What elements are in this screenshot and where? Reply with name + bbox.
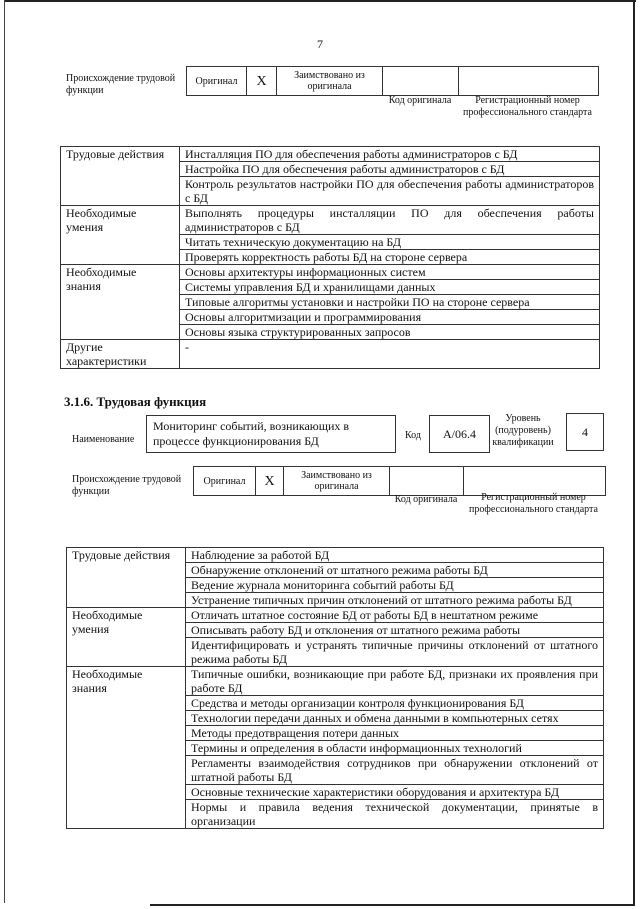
origin-label: Происхождение трудовой функции bbox=[66, 73, 176, 96]
description-cell: Технологии передачи данных и обмена данными в компьютерных сетях bbox=[186, 711, 604, 726]
description-cell: Основные технические характеристики оборудования и архитектура БД bbox=[186, 785, 604, 800]
table-row bbox=[67, 548, 604, 563]
description-cell: Типичные ошибки, возникающие при работе БД, признаки их проявления при работе БД bbox=[186, 667, 604, 696]
labor-function-table-2 bbox=[66, 547, 604, 829]
category-cell: Необходимые умения bbox=[67, 608, 186, 667]
description-cell: Идентифицировать и устранять типичные причины отклонений от штатного режима работы БД bbox=[186, 638, 604, 667]
description-cell: Настройка ПО для обеспечения работы администраторов с БД bbox=[180, 162, 600, 177]
description-cell: - bbox=[180, 340, 600, 369]
reg-caption: Регистрационный номер профессионального стандарта bbox=[463, 95, 592, 118]
description-cell: Методы предотвращения потери данных bbox=[186, 726, 604, 741]
name-label: Наименование bbox=[72, 434, 135, 445]
description-cell: Основы алгоритмизации и программирования bbox=[180, 310, 600, 325]
level-box: 4 bbox=[566, 413, 604, 451]
table-row bbox=[61, 147, 600, 162]
description-cell: Обнаружение отклонений от штатного режима работы БД bbox=[186, 563, 604, 578]
original-mark: X bbox=[247, 67, 277, 95]
scan-border-bottom bbox=[150, 904, 635, 906]
origin-label: Происхождение трудовой функции bbox=[72, 474, 182, 497]
description-cell: Отличать штатное состояние БД от работы БД в нештатном режиме bbox=[186, 608, 604, 623]
original-cell: Оригинал bbox=[194, 467, 256, 495]
description-cell: Нормы и правила ведения технической документации, принятые в организации bbox=[186, 800, 604, 829]
description-cell: Основы архитектуры информационных систем bbox=[180, 265, 600, 280]
original-code-cell bbox=[383, 67, 459, 95]
table-row bbox=[61, 265, 600, 280]
description-cell: Термины и определения в области информационных технологий bbox=[186, 741, 604, 756]
description-cell: Ведение журнала мониторинга событий работы БД bbox=[186, 578, 604, 593]
origin-box bbox=[186, 66, 599, 96]
table-row bbox=[67, 608, 604, 623]
description-cell: Выполнять процедуры инсталляции ПО для обеспечения работы администраторов с БД bbox=[180, 206, 600, 235]
borrowed-cell: Заимствовано из оригинала bbox=[277, 67, 383, 95]
page-number: 7 bbox=[317, 37, 323, 51]
function-code-box: A/06.4 bbox=[429, 415, 490, 453]
category-cell: Необходимые знания bbox=[67, 667, 186, 829]
original-mark: X bbox=[256, 467, 284, 495]
code-label: Код bbox=[405, 430, 421, 441]
code-caption: Код оригинала bbox=[388, 95, 452, 106]
category-cell: Трудовые действия bbox=[61, 147, 180, 206]
section-title: 3.1.6. Трудовая функция bbox=[64, 394, 207, 409]
description-cell: Читать техническую документацию на БД bbox=[180, 235, 600, 250]
description-cell: Контроль результатов настройки ПО для обеспечения работы администраторов с БД bbox=[180, 177, 600, 206]
description-cell: Описывать работу БД и отклонения от штатного режима работы bbox=[186, 623, 604, 638]
scan-border-left bbox=[4, 0, 5, 903]
reg-number-cell bbox=[459, 67, 598, 95]
table-row bbox=[61, 206, 600, 235]
labor-function-table-1 bbox=[60, 146, 600, 369]
category-cell: Другие характеристики bbox=[61, 340, 180, 369]
scan-border-top bbox=[4, 0, 636, 2]
description-cell: Основы языка структурированных запросов bbox=[180, 325, 600, 340]
description-cell: Проверять корректность работы БД на стороне сервера bbox=[180, 250, 600, 265]
description-cell: Устранение типичных причин отклонений от штатного режима работы БД bbox=[186, 593, 604, 608]
code-caption: Код оригинала bbox=[394, 494, 458, 505]
level-label: Уровень (подуровень) квалификации bbox=[492, 413, 554, 448]
original-code-cell bbox=[390, 467, 464, 495]
table-row bbox=[67, 667, 604, 696]
category-cell: Трудовые действия bbox=[67, 548, 186, 608]
borrowed-cell: Заимствовано из оригинала bbox=[284, 467, 390, 495]
table-row bbox=[61, 340, 600, 369]
scan-border-right bbox=[633, 0, 635, 905]
reg-caption: Регистрационный номер профессионального стандарта bbox=[469, 492, 598, 515]
category-cell: Необходимые знания bbox=[61, 265, 180, 340]
description-cell: Системы управления БД и хранилищами данных bbox=[180, 280, 600, 295]
category-cell: Необходимые умения bbox=[61, 206, 180, 265]
description-cell: Регламенты взаимодействия сотрудников при обнаружении отклонений от штатной работы БД bbox=[186, 756, 604, 785]
function-name-box: Мониторинг событий, возникающих в процессе функционирования БД bbox=[146, 415, 396, 453]
original-cell: Оригинал bbox=[187, 67, 247, 95]
description-cell: Наблюдение за работой БД bbox=[186, 548, 604, 563]
description-cell: Инсталляция ПО для обеспечения работы администраторов с БД bbox=[180, 147, 600, 162]
description-cell: Средства и методы организации контроля функционирования БД bbox=[186, 696, 604, 711]
reg-number-cell bbox=[464, 467, 605, 495]
description-cell: Типовые алгоритмы установки и настройки ПО на стороне сервера bbox=[180, 295, 600, 310]
